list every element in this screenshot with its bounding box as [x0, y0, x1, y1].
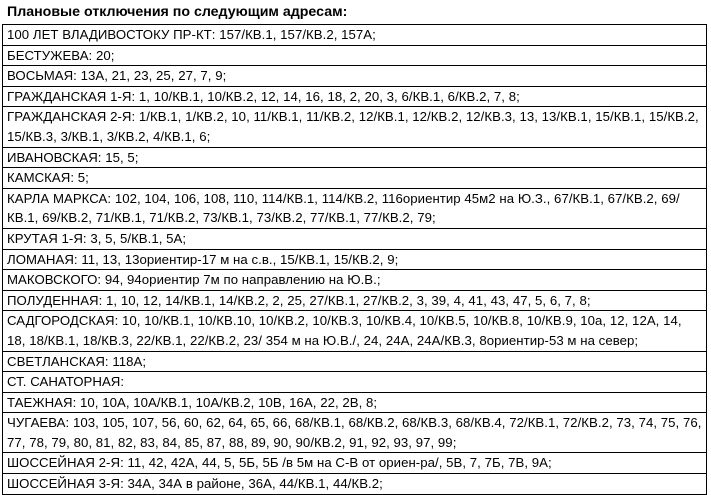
address-cell: СТ. САНАТОРНАЯ:	[3, 372, 707, 393]
table-row	[3, 311, 707, 351]
address-cell: МАКОВСКОГО: 94, 94ориентир 7м по направлению на Ю.В.;	[3, 270, 707, 291]
table-row	[3, 474, 707, 495]
table-row	[3, 147, 707, 168]
address-cell: 100 ЛЕТ ВЛАДИВОСТОКУ ПР-КТ: 157/КВ.1, 157/КВ.2, 157А;	[3, 25, 707, 46]
address-cell: ВОСЬМАЯ: 13А, 21, 23, 25, 27, 7, 9;	[3, 66, 707, 87]
address-cell: БЕСТУЖЕВА: 20;	[3, 45, 707, 66]
sheet-heading: Плановые отключения по следующим адресам:	[7, 4, 348, 20]
table-row	[3, 188, 707, 228]
table-row	[3, 270, 707, 291]
address-cell: ШОССЕЙНАЯ 3-Я: 34А, 34А в районе, 36А, 44/КВ.1, 44/КВ.2;	[3, 474, 707, 495]
address-cell: ИВАНОВСКАЯ: 15, 5;	[3, 147, 707, 168]
table-row	[3, 413, 707, 453]
table-row	[3, 453, 707, 474]
address-cell: ЧУГАЕВА: 103, 105, 107, 56, 60, 62, 64, 65, 66, 68/КВ.1, 68/КВ.2, 68/КВ.3, 68/КВ.4, 72/КВ.1, 72/КВ.2, 73, 74, 75, 76, 77, 78, 79, 80, 81, 82, 83, 84, 85, 87, 88, 89, 90, 90/КВ.2, 91, 92, 93, 97, 99;	[3, 413, 707, 453]
address-cell: КАРЛА МАРКСА: 102, 104, 106, 108, 110, 114/КВ.1, 114/КВ.2, 116ориентир 45м2 на Ю.З., 67/КВ.1, 67/КВ.2, 69/КВ.1, 69/КВ.2, 71/КВ.1, 71/КВ.2, 73/КВ.1, 73/КВ.2, 77/КВ.1, 77/КВ.2, 79;	[3, 188, 707, 228]
address-cell: ТАЕЖНАЯ: 10, 10А, 10А/КВ.1, 10А/КВ.2, 10В, 16А, 22, 2В, 8;	[3, 392, 707, 413]
address-cell: СВЕТЛАНСКАЯ: 118А;	[3, 351, 707, 372]
table-row	[3, 228, 707, 249]
address-cell: ГРАЖДАНСКАЯ 1-Я: 1, 10/КВ.1, 10/КВ.2, 12, 14, 16, 18, 2, 20, 3, 6/КВ.1, 6/КВ.2, 7, 8;	[3, 86, 707, 107]
table-row	[3, 107, 707, 147]
table-row	[3, 86, 707, 107]
table-row	[3, 392, 707, 413]
address-cell: САДГОРОДСКАЯ: 10, 10/КВ.1, 10/КВ.10, 10/КВ.2, 10/КВ.3, 10/КВ.4, 10/КВ.5, 10/КВ.8, 10/КВ.9, 10а, 12, 12А, 14, 18, 18/КВ.1, 18/КВ.3, 22/КВ.1, 22/КВ.2, 23/ 354 м на Ю.В./, 24, 24А, 24А/КВ.3, 8ориентир-53 м на север;	[3, 311, 707, 351]
table-row	[3, 290, 707, 311]
table-row	[3, 351, 707, 372]
table-row	[3, 249, 707, 270]
address-cell: ШОССЕЙНАЯ 2-Я: 11, 42, 42А, 44, 5, 5Б, 5Б /в 5м на С-В от ориен-ра/, 5В, 7, 7Б, 7В, 9А;	[3, 453, 707, 474]
address-cell: КАМСКАЯ: 5;	[3, 168, 707, 189]
address-cell: ГРАЖДАНСКАЯ 2-Я: 1/КВ.1, 1/КВ.2, 10, 11/КВ.1, 11/КВ.2, 12/КВ.1, 12/КВ.2, 12/КВ.3, 13, 13/КВ.1, 15/КВ.1, 15/КВ.2, 15/КВ.3, 3/КВ.1, 3/КВ.2, 4/КВ.1, 6;	[3, 107, 707, 147]
table-row	[3, 45, 707, 66]
address-table	[2, 24, 707, 495]
address-cell: КРУТАЯ 1-Я: 3, 5, 5/КВ.1, 5А;	[3, 228, 707, 249]
table-row	[3, 372, 707, 393]
table-row	[3, 25, 707, 46]
table-row	[3, 168, 707, 189]
address-cell: ЛОМАНАЯ: 11, 13, 13ориентир-17 м на с.в., 15/КВ.1, 15/КВ.2, 9;	[3, 249, 707, 270]
table-row	[3, 66, 707, 87]
address-cell: ПОЛУДЕННАЯ: 1, 10, 12, 14/КВ.1, 14/КВ.2, 2, 25, 27/КВ.1, 27/КВ.2, 3, 39, 4, 41, 43, 47, 5, 6, 7, 8;	[3, 290, 707, 311]
